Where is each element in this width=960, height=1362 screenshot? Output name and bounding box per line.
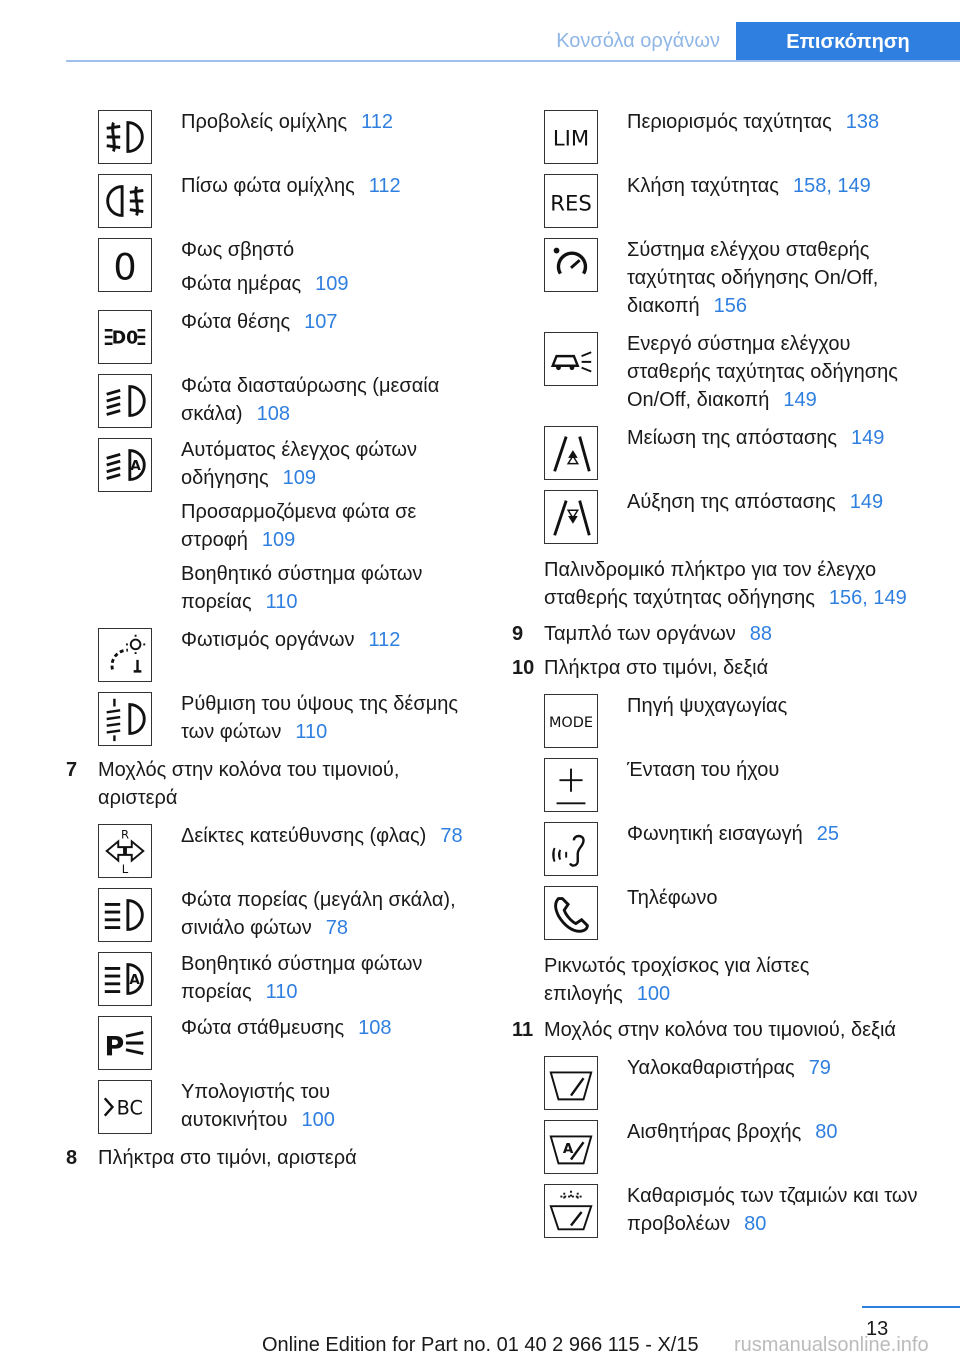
entry-line: [627, 1118, 932, 1146]
svg-text:RES: RES: [550, 190, 592, 216]
right-list: [512, 104, 932, 548]
item-11: 11 Μοχλός στην κολόνα του τιμονιού, δεξιά: [512, 1019, 896, 1041]
entry-label: Αισθητήρας βροχής: [627, 1121, 802, 1143]
control-entry: [66, 304, 478, 368]
entry-label: Αύξηση της απόστασης: [627, 491, 836, 513]
page-link[interactable]: 112: [361, 111, 393, 133]
control-entry: [66, 686, 478, 750]
entry-label: Αυτόματος έλεγχος φώτων οδήγησης: [181, 439, 417, 489]
entry-line: [181, 822, 478, 850]
entry-text: [181, 1074, 478, 1138]
page-link[interactable]: 109: [282, 467, 316, 489]
entry-label: Πίσω φώτα ομίχλης: [181, 175, 355, 197]
entry-text: [627, 816, 932, 880]
entry-line: [181, 626, 478, 654]
page-link[interactable]: 149: [851, 427, 885, 449]
entry-line: [627, 424, 932, 452]
entry-text: [181, 432, 478, 616]
entry-text: [627, 326, 932, 414]
control-entry: [512, 326, 932, 414]
svg-text:A: A: [130, 457, 141, 474]
entry-line: [627, 884, 932, 912]
left-list: [66, 104, 478, 750]
on-board-computer-icon: [98, 1080, 152, 1134]
page-link[interactable]: 156: [713, 295, 748, 317]
page-link[interactable]: 138: [845, 111, 880, 133]
instrument-lighting-icon: [98, 628, 152, 682]
resume-speed-icon: [544, 174, 598, 228]
control-entry: [512, 752, 932, 816]
entry-label: Ένταση του ήχου: [627, 759, 780, 781]
phone-icon: [544, 886, 598, 940]
entry-label: Φως σβηστό: [181, 239, 295, 261]
entry-line: [181, 886, 478, 942]
entry-line: [181, 560, 478, 616]
control-entry: [512, 484, 932, 548]
watermark: rusmanualsonline.info: [734, 1334, 929, 1356]
control-entry: [512, 420, 932, 484]
control-entry: [512, 816, 932, 880]
entry-line: [181, 270, 478, 298]
page-link[interactable]: 80: [744, 1213, 767, 1235]
entry-label: Προβολείς ομίχλης: [181, 111, 348, 133]
page-link[interactable]: 110: [265, 591, 298, 613]
speed-limiter-icon: [544, 110, 598, 164]
entry-line: [627, 692, 932, 720]
item-9: 9 Ταμπλό των οργάνων 88: [512, 623, 772, 645]
rain-sensor-icon: [544, 1120, 598, 1174]
entry-label: Υπολογιστής του αυτοκινήτου: [181, 1081, 331, 1131]
entry-line: [181, 436, 478, 492]
entry-text: [181, 104, 478, 168]
header-tab[interactable]: Επισκόπηση: [736, 22, 960, 62]
high-beam-assist-icon: [98, 952, 152, 1006]
entry-text: [627, 232, 932, 320]
page-link[interactable]: 78: [440, 825, 463, 847]
svg-text:A: A: [562, 1140, 574, 1157]
entry-text: [181, 368, 478, 432]
entry-line: [627, 488, 932, 516]
page-link[interactable]: 79: [808, 1057, 831, 1079]
svg-text:LIM: LIM: [552, 125, 590, 151]
page-link[interactable]: 112: [368, 175, 401, 197]
svg-text:L: L: [121, 862, 129, 877]
entry-text: [627, 688, 932, 752]
entry-label: Φώτα στάθμευσης: [181, 1017, 345, 1039]
right-column: [512, 104, 932, 1242]
control-entry: [66, 622, 478, 686]
control-entry: [66, 432, 478, 616]
entry-text: [627, 1050, 932, 1114]
rocker-switch-entry: Παλινδρομικό πλήκτρο για τον έλεγχο σταθερής ταχύτητας οδήγησης 156, 149: [544, 559, 907, 609]
high-beam-icon: [98, 888, 152, 942]
entry-text: [627, 420, 932, 484]
entry-text: [627, 168, 932, 232]
voice-input-icon: [544, 822, 598, 876]
entry-text: [181, 882, 478, 946]
page-link[interactable]: 100: [301, 1109, 335, 1131]
entry-text: [181, 686, 478, 750]
control-entry: [512, 232, 932, 320]
edition-note: Online Edition for Part no. 01 40 2 966 115 - X/15: [262, 1334, 699, 1356]
entry-text: [181, 818, 478, 882]
entry-text: [181, 168, 478, 232]
entry-label: Τηλέφωνο: [627, 887, 718, 909]
entry-line: [181, 172, 478, 200]
page-link[interactable]: 149: [849, 491, 884, 513]
control-entry: [66, 232, 478, 298]
svg-text:D0: D0: [111, 328, 139, 349]
item-7-list: [66, 818, 478, 1138]
control-entry: [66, 1010, 478, 1074]
entry-line: [181, 236, 478, 264]
control-entry: [66, 104, 478, 168]
control-entry: [512, 1114, 932, 1178]
item-10: 10 Πλήκτρα στο τιμόνι, δεξιά: [512, 657, 769, 679]
entry-label: Φώτα ημέρας: [181, 273, 302, 295]
footer-rule: [862, 1306, 960, 1308]
entry-line: [627, 1054, 932, 1082]
entry-label: Κλήση ταχύτητας: [627, 175, 779, 197]
entry-text: [181, 1010, 478, 1074]
left-column: [66, 104, 478, 1178]
control-entry: [66, 818, 478, 882]
entry-text: [181, 232, 478, 298]
section-title: Κονσόλα οργάνων: [556, 30, 720, 52]
entry-line: [181, 690, 478, 746]
lights-off-icon: [98, 238, 152, 292]
entry-text: [627, 1178, 932, 1242]
control-entry: [512, 1178, 932, 1242]
item-11-list: [512, 1050, 932, 1242]
control-entry: [512, 1050, 932, 1114]
entry-label: Σύστημα ελέγχου σταθερής ταχύτητας οδήγησης On/Off, διακοπή: [627, 239, 879, 317]
page-link[interactable]: 107: [304, 311, 338, 333]
entry-text: [181, 304, 478, 368]
low-beam-icon: [98, 374, 152, 428]
washer-icon: [544, 1184, 598, 1238]
entry-line: [627, 172, 932, 200]
entry-label: Φωτισμός οργάνων: [181, 629, 355, 651]
page-link[interactable]: 149: [783, 389, 817, 411]
entry-text: [627, 752, 932, 816]
entry-text: [627, 104, 932, 168]
entry-line: [181, 308, 478, 336]
knurled-wheel-entry: Ρικνωτός τροχίσκος για λίστες επιλογής 100: [544, 955, 810, 1005]
page-number: 13: [866, 1318, 889, 1340]
svg-text:MODE: MODE: [548, 714, 594, 731]
page-link[interactable]: 78: [325, 917, 348, 939]
entry-label: Καθαρισμός των τζαμιών και των προβολέων: [627, 1185, 918, 1235]
entry-label: Ενεργό σύστημα ελέγχου σταθερής ταχύτητας οδήγησης On/Off, διακοπή: [627, 333, 898, 411]
entry-line: [627, 756, 932, 784]
mode-icon: [544, 694, 598, 748]
headlight-range-icon: [98, 692, 152, 746]
entry-line: [181, 108, 478, 136]
page-link[interactable]: 80: [815, 1121, 838, 1143]
entry-label: Υαλοκαθαριστήρας: [627, 1057, 795, 1079]
page-header: [0, 0, 960, 62]
entry-label: Φώτα διασταύρωσης (μεσαία σκάλα): [181, 375, 440, 425]
svg-text:R: R: [120, 827, 130, 842]
control-entry: [512, 168, 932, 232]
page-link[interactable]: 108: [256, 403, 290, 425]
parking-light-icon: [98, 1016, 152, 1070]
entry-label: Περιορισμός ταχύτητας: [627, 111, 832, 133]
entry-label: Βοηθητικό σύστημα φώτων πορείας: [181, 563, 423, 613]
control-entry: [512, 880, 932, 944]
page-link[interactable]: 112: [368, 629, 401, 651]
page-link[interactable]: 109: [261, 529, 296, 551]
entry-line: [627, 1182, 932, 1238]
wiper-icon: [544, 1056, 598, 1110]
item-8: 8 Πλήκτρα στο τιμόνι, αριστερά: [66, 1147, 357, 1169]
entry-line: [181, 498, 478, 554]
cruise-control-icon: [544, 238, 598, 292]
svg-text:P: P: [104, 1031, 125, 1063]
header-rule: [66, 60, 960, 62]
entry-label: Φώτα θέσης: [181, 311, 291, 333]
entry-label: Φώτα πορείας (μεγάλη σκάλα), σινιάλο φώτων: [181, 889, 456, 939]
volume-icon: [544, 758, 598, 812]
control-entry: [512, 104, 932, 168]
page-link[interactable]: 110: [295, 721, 328, 743]
entry-line: [181, 372, 478, 428]
item-10-list: [512, 688, 932, 944]
svg-text:BC: BC: [116, 1096, 143, 1120]
page-link[interactable]: 109: [315, 273, 349, 295]
entry-line: [627, 236, 932, 320]
item-7: 7 Μοχλός στην κολόνα του τιμονιού, αριστερά: [66, 759, 400, 809]
entry-label: Πηγή ψυχαγωγίας: [627, 695, 788, 717]
auto-headlight-icon: [98, 438, 152, 492]
control-entry: [66, 882, 478, 946]
entry-label: Μείωση της απόστασης: [627, 427, 837, 449]
entry-text: [627, 1114, 932, 1178]
entry-label: Βοηθητικό σύστημα φώτων πορείας: [181, 953, 423, 1003]
page-link[interactable]: 158, 149: [792, 175, 871, 197]
entry-text: [627, 880, 932, 944]
entry-label: Προσαρμοζόμενα φώτα σε στροφή: [181, 501, 417, 551]
control-entry: [66, 168, 478, 232]
distance-increase-icon: [544, 490, 598, 544]
entry-line: [181, 1078, 478, 1134]
svg-text:A: A: [129, 971, 140, 988]
control-entry: [512, 688, 932, 752]
page-link[interactable]: 25: [816, 823, 839, 845]
front-fog-lights-icon: [98, 110, 152, 164]
control-entry: [66, 946, 478, 1010]
control-entry: [66, 368, 478, 432]
rear-fog-lights-icon: [98, 174, 152, 228]
turn-signal-icon: [98, 824, 152, 878]
svg-text:0: 0: [113, 245, 137, 289]
entry-label: Ρύθμιση του ύψους της δέσμης των φώτων: [181, 693, 458, 743]
entry-text: [181, 946, 478, 1010]
entry-line: [627, 108, 932, 136]
entry-line: [627, 330, 932, 414]
page-link[interactable]: 110: [265, 981, 298, 1003]
entry-label: Δείκτες κατεύθυνσης (φλας): [181, 825, 427, 847]
parking-lights-icon: [98, 310, 152, 364]
distance-decrease-icon: [544, 426, 598, 480]
entry-text: [181, 622, 478, 686]
entry-line: [627, 820, 932, 848]
entry-line: [181, 950, 478, 1006]
page-link[interactable]: 108: [358, 1017, 392, 1039]
entry-label: Φωνητική εισαγωγή: [627, 823, 803, 845]
entry-line: [181, 1014, 478, 1042]
active-cruise-icon: [544, 332, 598, 386]
control-entry: [66, 1074, 478, 1138]
entry-text: [627, 484, 932, 548]
